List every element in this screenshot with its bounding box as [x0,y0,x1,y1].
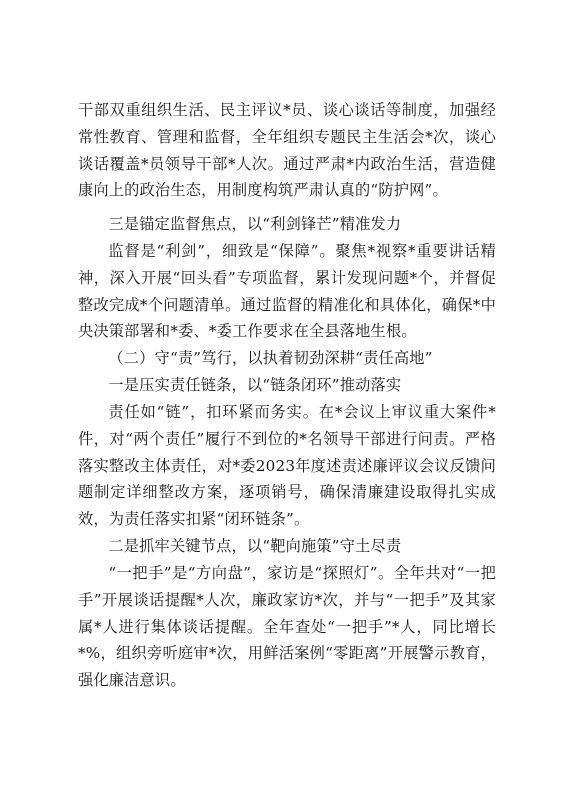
paragraph-key-nodes: “一把手”是“方向盘”，家访是“探照灯”。全年共对“一把手”开展谈话提醒*人次，廉政家访*次，并与“一把手”及其家属*人进行集体谈话提醒。全年查处“一把手”*人，同比增长*%，组织旁听庭审*次，用鲜活案例“零距离”开展警示教育，强化廉洁意识。 [78,564,496,690]
heading-supervision-focus: 三是锚定监督焦点，以“利剑锋芒”精准发力 [108,215,402,233]
section-heading-responsibility: （二）守“责”笃行，以执着韧劲深耕“责任高地” [108,349,433,367]
heading-responsibility-chain: 一是压实责任链条，以“链条闭环”推动落实 [108,376,402,394]
paragraph-supervision: 监督是“利剑”，细致是“保障”。聚焦*视察*重要讲话精神，深入开展“回头看”专项监督，累计发现问题*个，并督促整改完成*个问题清单。通过监督的精准化和具体化，确保*中央决策部署和*委、*委工作要求在全县落地生根。 [78,242,496,341]
heading-key-nodes: 二是抓牢关键节点，以“靶向施策”守土尽责 [108,537,402,555]
paragraph-responsibility-chain: 责任如“链”，扣环紧而务实。在*会议上审议重大案件*件，对“两个责任”履行不到位的*名领导干部进行问责。严格落实整改主体责任，对*委2023年度述责述廉评议会议反馈问题制定详细整改方案，逐项销号，确保清廉建设取得扎实成效，为责任落实扣紧“闭环链条”。 [78,403,496,529]
paragraph-continued-system: 干部双重组织生活、民主评议*员、谈心谈话等制度，加强经常性教育、管理和监督，全年组织专题民主生活会*次，谈心谈话覆盖*员领导干部*人次。通过严肃*内政治生活，营造健康向上的政治生态，用制度构筑严肃认真的“防护网”。 [78,101,496,200]
